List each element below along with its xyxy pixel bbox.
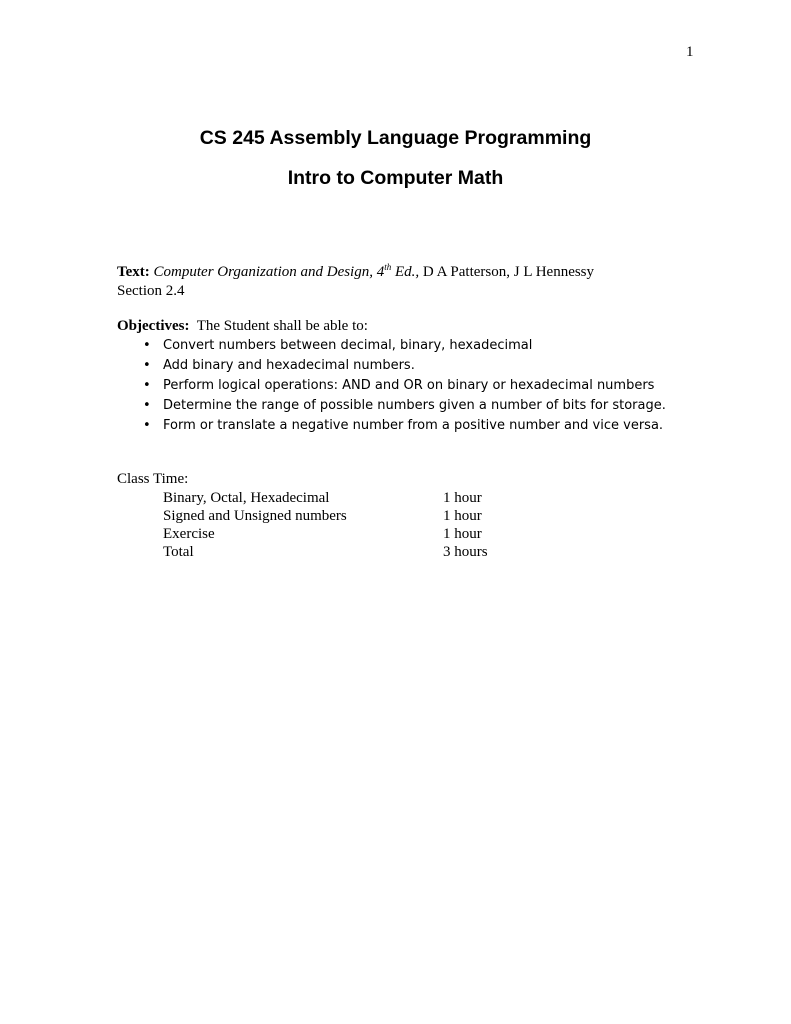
bullet-icon: •: [143, 338, 151, 353]
table-row: [163, 525, 563, 543]
document-subtitle: Intro to Computer Math: [287, 167, 504, 189]
list-item: [117, 416, 666, 436]
list-item: [117, 356, 666, 376]
objectives-label: Objectives:: [117, 318, 190, 334]
objective-text: Form or translate a negative number from a positive number and vice versa.: [163, 418, 664, 433]
objective-text: Determine the range of possible numbers given a number of bits for storage.: [163, 398, 666, 413]
textbook-authors: D A Patterson, J L Hennessy: [419, 264, 595, 280]
table-row: [163, 489, 563, 507]
objectives-heading: [117, 318, 368, 335]
list-item: [117, 376, 666, 396]
textbook-section: Section 2.4: [117, 283, 185, 299]
textbook-title-main: Computer Organization and Design, 4: [153, 264, 385, 280]
text-label: Text:: [117, 264, 150, 280]
class-topic: Total: [163, 544, 194, 560]
class-time-label: Class Time:: [117, 471, 189, 487]
class-duration: 1 hour: [443, 526, 482, 542]
textbook-reference: [117, 264, 594, 281]
bullet-icon: •: [143, 378, 151, 393]
document-title: CS 245 Assembly Language Programming: [199, 127, 592, 149]
bullet-icon: •: [143, 358, 151, 373]
textbook-title: [154, 264, 420, 280]
table-row: [163, 507, 563, 525]
list-item: [117, 336, 666, 356]
page-number: 1: [686, 44, 694, 60]
objective-text: Add binary and hexadecimal numbers.: [163, 358, 415, 373]
table-row: [163, 543, 563, 561]
class-topic: Signed and Unsigned numbers: [163, 508, 347, 524]
objective-text: Convert numbers between decimal, binary, hexadecimal: [163, 338, 533, 353]
bullet-icon: •: [143, 418, 151, 433]
objective-text: Perform logical operations: AND and OR on binary or hexadecimal numbers: [163, 378, 655, 393]
objectives-list: [117, 336, 666, 436]
objectives-intro: The Student shall be able to:: [196, 318, 368, 334]
list-item: [117, 396, 666, 416]
edition-suffix: Ed.,: [391, 264, 420, 280]
class-topic: Binary, Octal, Hexadecimal: [163, 490, 330, 506]
class-duration: 1 hour: [443, 490, 482, 506]
bullet-icon: •: [143, 398, 151, 413]
class-duration: 1 hour: [443, 508, 482, 524]
class-topic: Exercise: [163, 526, 215, 542]
class-time-table: [163, 489, 563, 561]
edition-superscript: th: [384, 262, 392, 272]
class-duration: 3 hours: [443, 544, 488, 560]
